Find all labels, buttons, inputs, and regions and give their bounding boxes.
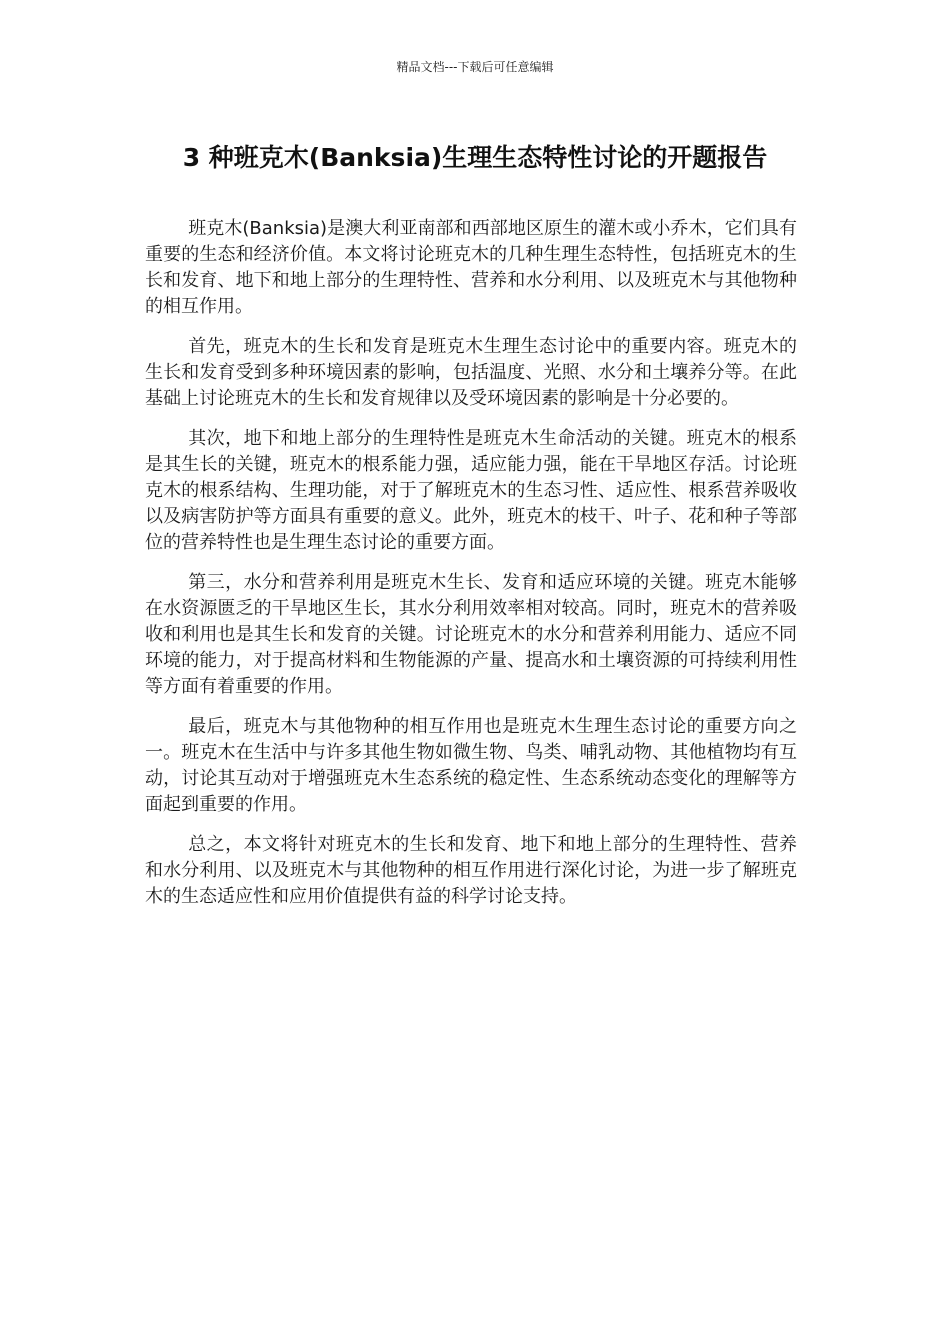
paragraph-interaction: 最后，班克木与其他物种的相互作用也是班克木生理生态讨论的重要方向之一。班克木在生活中与许多其他生物如微生物、鸟类、哺乳动物、其他植物均有互动，讨论其互动对于增强班克木生态系统的稳定性、生态系统动态变化的理解等方面起到重要的作用。 <box>145 716 797 815</box>
paragraph-water-nutrient: 第三，水分和营养利用是班克木生长、发育和适应环境的关键。班克木能够在水资源匮乏的干旱地区生长，其水分利用效率相对较高。同时，班克木的营养吸收和利用也是其生长和发育的关键。讨论班克木的水分和营养利用能力、适应不同环境的能力，对于提高材料和生物能源的产量、提高水和土壤资源的可持续利用性等方面有着重要的作用。 <box>145 572 797 697</box>
document-body <box>145 216 797 924</box>
paragraph-growth: 首先，班克木的生长和发育是班克木生理生态讨论中的重要内容。班克木的生长和发育受到多种环境因素的影响，包括温度、光照、水分和土壤养分等。在此基础上讨论班克木的生长和发育规律以及受环境因素的影响是十分必要的。 <box>145 336 797 409</box>
paragraph-conclusion: 总之，本文将针对班克木的生长和发育、地下和地上部分的生理特性、营养和水分利用、以及班克木与其他物种的相互作用进行深化讨论，为进一步了解班克木的生态适应性和应用价值提供有益的科学讨论支持。 <box>145 834 797 907</box>
page-header: 精品文档---下载后可任意编辑 <box>396 60 554 74</box>
paragraph-physiology: 其次，地下和地上部分的生理特性是班克木生命活动的关键。班克木的根系是其生长的关键，班克木的根系能力强，适应能力强，能在干旱地区存活。讨论班克木的根系结构、生理功能，对于了解班克木的生态习性、适应性、根系营养吸收以及病害防护等方面具有重要的意义。此外，班克木的枝干、叶子、花和种子等部位的营养特性也是生理生态讨论的重要方面。 <box>145 428 797 553</box>
document-title: 3 种班克木(Banksia)生理生态特性讨论的开题报告 <box>182 143 768 172</box>
paragraph-intro: 班克木(Banksia)是澳大利亚南部和西部地区原生的灌木或小乔木，它们具有重要的生态和经济价值。本文将讨论班克木的几种生理生态特性，包括班克木的生长和发育、地下和地上部分的生理特性、营养和水分利用、以及班克木与其他物种的相互作用。 <box>145 218 797 317</box>
